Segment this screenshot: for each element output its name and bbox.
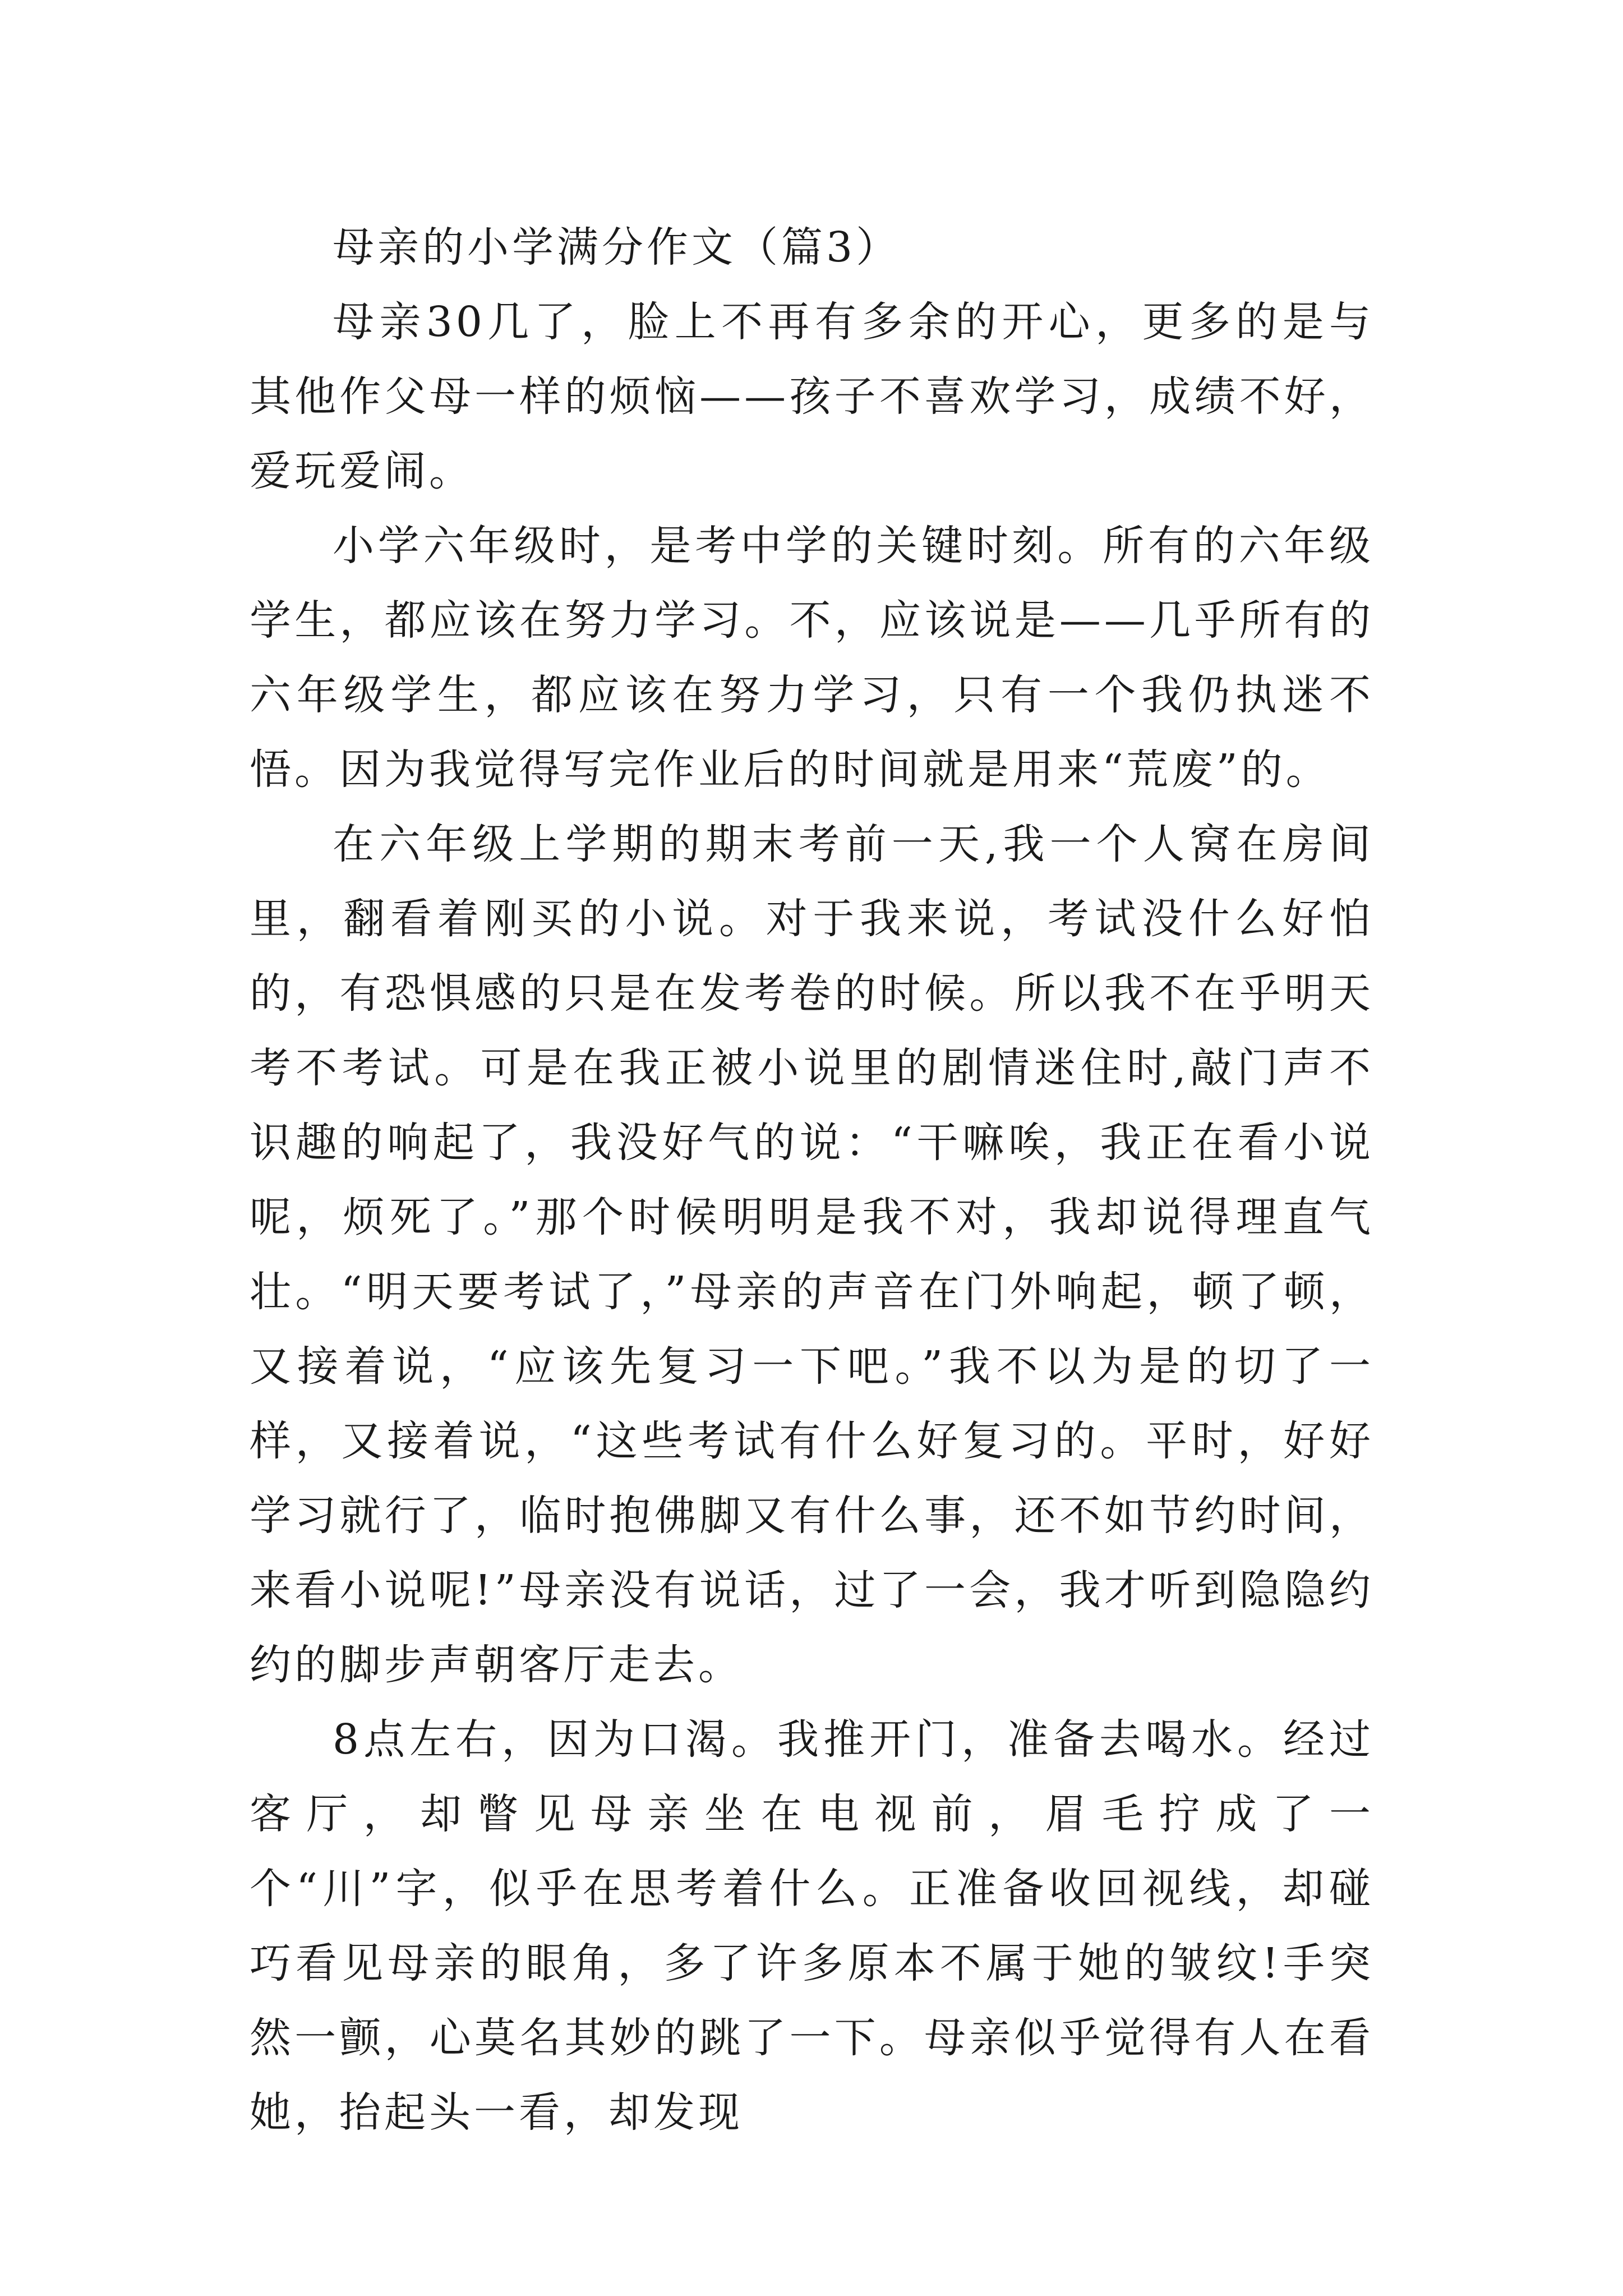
document-body — [250, 210, 1374, 2150]
paragraph-1: 母亲30几了，脸上不再有多余的开心，更多的是与其他作父母一样的烦恼——孩子不喜欢学习，成绩不好，爱玩爱闹。 — [250, 298, 1374, 495]
paragraph-4: 8点左右，因为口渴。我推开门，准备去喝水。经过客厅，却瞥见母亲坐在电视前，眉毛拧成了一个“川”字，似乎在思考着什么。正准备收回视线，却碰巧看见母亲的眼角，多了许多原本不属于她的皱纹!手突然一颤，心莫名其妙的跳了一下。母亲似乎觉得有人在看她，抬起头一看，却发现 — [250, 1715, 1374, 2137]
paragraph-2: 小学六年级时，是考中学的关键时刻。所有的六年级学生，都应该在努力学习。不，应该说是——几乎所有的六年级学生，都应该在努力学习，只有一个我仍执迷不悟。因为我觉得写完作业后的时间就是用来“荒废”的。 — [250, 522, 1374, 794]
paragraph-3: 在六年级上学期的期末考前一天,我一个人窝在房间里，翻看着刚买的小说。对于我来说，考试没什么好怕的，有恐惧感的只是在发考卷的时候。所以我不在乎明天考不考试。可是在我正被小说里的剧情迷住时,敲门声不识趣的响起了，我没好气的说：“干嘛唉，我正在看小说呢，烦死了。”那个时候明明是我不对，我却说得理直气壮。“明天要考试了，”母亲的声音在门外响起，顿了顿，又接着说，“应该先复习一下吧。”我不以为是的切了一样，又接着说，“这些考试有什么好复习的。平时，好好学习就行了，临时抱佛脚又有什么事，还不如节约时间，来看小说呢!”母亲没有说话，过了一会，我才听到隐隐约约的脚步声朝客厅走去。 — [250, 820, 1374, 1689]
essay-title: 母亲的小学满分作文（篇3） — [333, 223, 901, 272]
